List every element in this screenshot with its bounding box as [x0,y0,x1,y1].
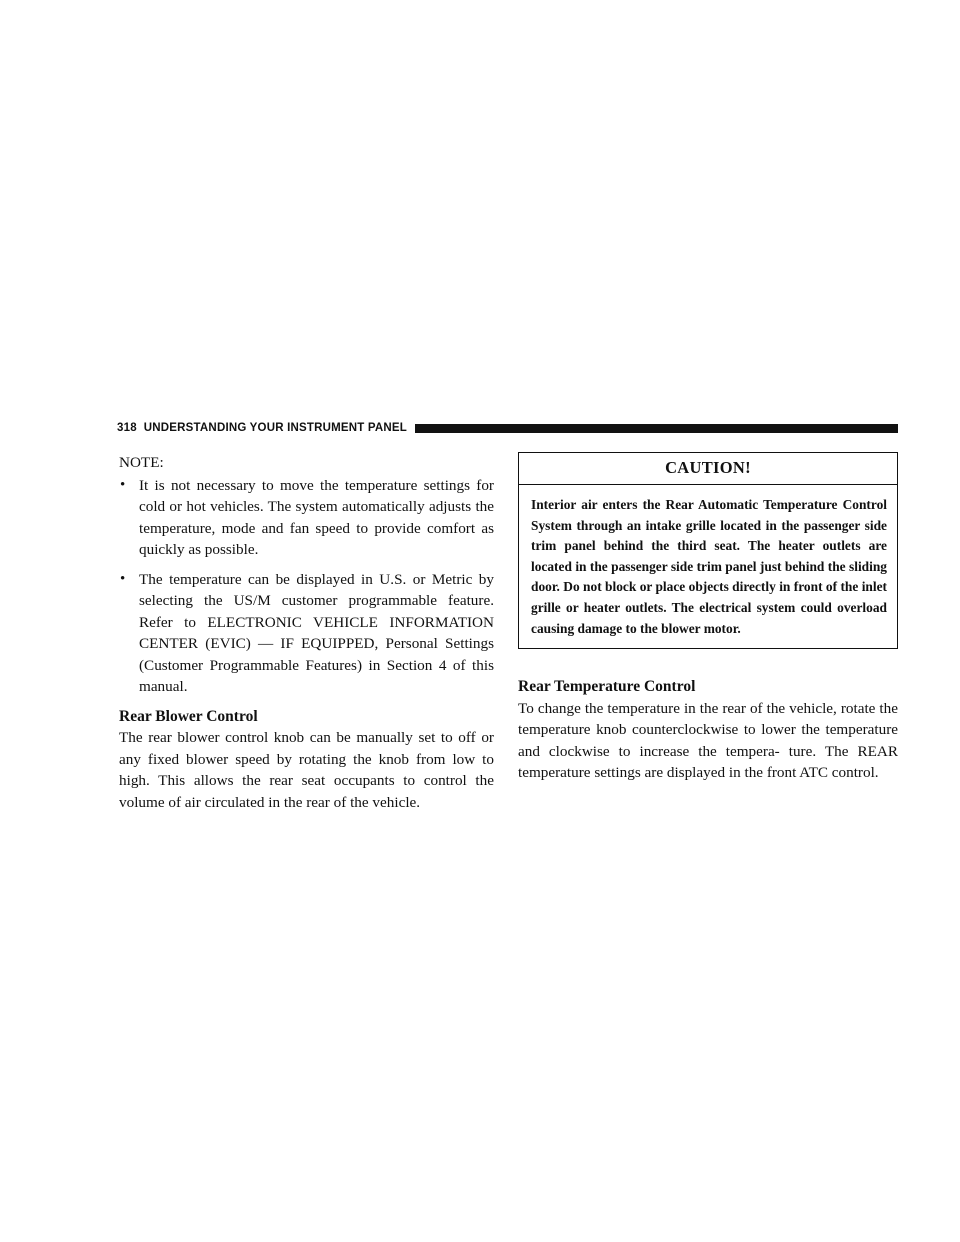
rear-temperature-body: To change the temperature in the rear of the vehicle, rotate the temperature knob counterclockwise to lower the temperature and clockwise to increase the tempera- ture. The REAR temperature settings are displayed in the front ATC control. [518,699,898,782]
page-header [117,419,898,437]
header-rule [415,424,898,433]
note-bullet-text: The temperature can be displayed in U.S. or Metric by selecting the US/M customer programmable feature. Refer to ELECTRONIC VEHICLE INFORMATION CENTER (EVIC) — IF EQUIPPED, Personal Settings (Customer Programmable Features) in Section 4 of this manual. [139,570,494,695]
caution-body: Interior air enters the Rear Automatic Temperature Control System through an intake grille located in the passenger side trim panel behind the third seat. The heater outlets are located in the passenger side trim panel just behind the sliding door. Do not block or place objects directly in front of the inlet grille or heater outlets. The electrical system could overload causing damage to the blower motor. [531,497,887,636]
note-label: NOTE: [119,454,164,471]
note-bullet-item [119,475,494,561]
bullet-icon: • [120,476,126,493]
rear-temperature-heading: Rear Temperature Control [518,678,696,696]
rear-blower-section [119,706,494,814]
note-bullet-item [119,569,494,698]
caution-title: CAUTION! [519,453,897,485]
page-number: 318 [117,422,137,434]
section-title: UNDERSTANDING YOUR INSTRUMENT PANEL [143,422,407,434]
note-bullet-list [119,475,494,698]
right-column [518,452,898,784]
note-bullet-text: It is not necessary to move the temperature settings for cold or hot vehicles. The system automatically adjusts the temperature, mode and fan speed to provide comfort as quickly as possible. [139,476,494,558]
rear-blower-body: The rear blower control knob can be manually set to off or any fixed blower speed by rotating the knob from low to high. This allows the rear seat occupants to control the volume of air circulated in the rear of the vehicle. [119,729,494,811]
rear-blower-heading: Rear Blower Control [119,707,258,725]
left-column [119,452,494,813]
rear-temperature-section [518,676,898,784]
bullet-icon: • [120,570,126,587]
caution-box [518,452,898,649]
